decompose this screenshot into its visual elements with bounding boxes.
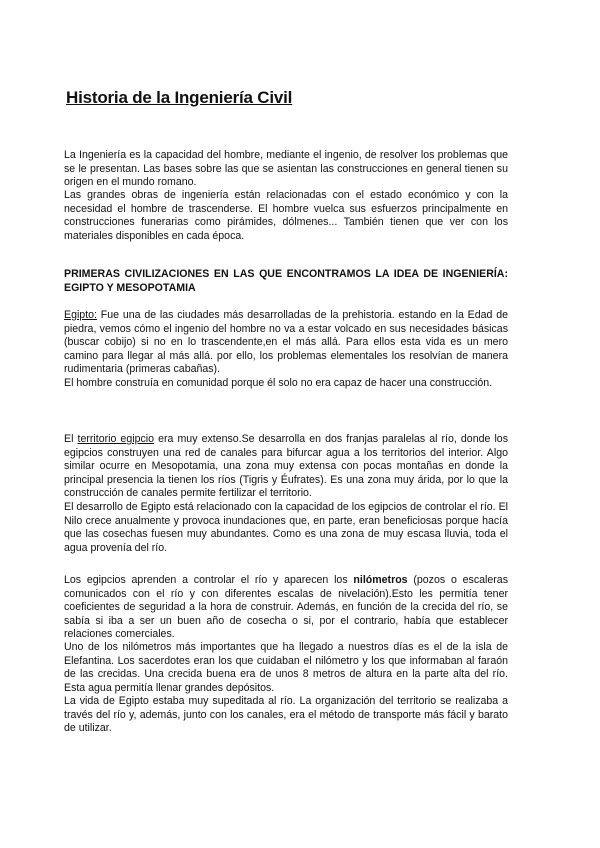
nilometros-paragraph-1 <box>64 574 508 642</box>
intro-paragraph-1: La Ingeniería es la capacidad del hombre, mediante el ingenio, de resolver los problemas que se le presentan. Las bases sobre las que se asientan las construcciones en general tienen su origen en el mundo romano. <box>64 149 508 188</box>
nilometros-pre: Los egipcios aprenden a controlar el río y aparecen los <box>64 574 354 586</box>
territorio-post: era muy extenso.Se desarrolla en dos franjas paralelas al río, donde los egipcios construyen una red de canales para bifurcar agua a los territorios del interior. Algo similar ocurre en Mesopotamia, una zona muy extensa con pocas montañas en donde la principal presencia la tienen los ríos (Tigris y Éufrates). Es una zona muy árida, por lo que la construcción de canales permite fertilizar el territorio. <box>64 433 508 499</box>
page-title: Historia de la Ingeniería Civil <box>66 88 293 107</box>
territorio-link: territorio egipcio <box>77 433 155 445</box>
territorio-pre: El <box>64 433 78 445</box>
egipto-paragraph-2: El hombre construía en comunidad porque él solo no era capaz de hacer una construcción. <box>64 377 493 389</box>
egipto-paragraph-1-text: Fue una de las ciudades más desarrolladas de la prehistoria. estando en la Edad de piedra, vemos cómo el ingenio del hombre no va a estar volcado en sus necesidades básicas (buscar cobijo) si no en lo trascendente,en el más allá. Para ellos esta vida es un mero camino para llegar al más allá. por ello, los problemas elementales los resolvían de manera rudimentaria (primeras cabañas). <box>64 309 508 375</box>
nilometros-post: (pozos o escaleras comunicados con el río y con diferentes escalas de nivelación).Esto les permitía tener coeficientes de seguridad a la hora de construir. Además, en función de la crecida del río, se sabía si iba a ser un buen año de cosecha o si, por el contrario, había que establecer relaciones comerciales. <box>64 574 508 640</box>
section-heading: PRIMERAS CIVILIZACIONES EN LAS QUE ENCONTRAMOS LA IDEA DE INGENIERÍA: EGIPTO Y MESOPOTAMIA <box>64 268 508 294</box>
territorio-paragraph-1 <box>64 433 508 501</box>
nilometros-term: nilómetros <box>353 574 408 586</box>
territorio-paragraph-2: El desarrollo de Egipto está relacionado con la capacidad de los egipcios de controlar el río. El Nilo crece anualmente y provoca inundaciones que, en parte, eran beneficiosas porque hacía que las cosechas fuesen muy abundantes. Como es una zona de muy escasa lluvia, toda el agua provenía del río. <box>64 501 508 554</box>
nilometros-paragraph-2: Uno de los nilómetros más importantes que ha llegado a nuestros días es el de la isla de Elefantina. Los sacerdotes eran los que cuidaban el nilómetro y los que informaban al faraón de las crecidas. Una crecida buena era de unos 8 metros de altura en la parte alta del río. Esta agua permitía llenar grandes depósitos. <box>64 641 508 694</box>
egipto-label: Egipto: <box>64 309 97 321</box>
nilometros-paragraph-3: La vida de Egipto estaba muy supeditada al río. La organización del territorio se realizaba a través del río y, además, junto con los canales, era el método de transporte más fácil y barato de utilizar. <box>64 695 508 734</box>
egipto-paragraph-1 <box>64 309 508 377</box>
intro-paragraph-2: Las grandes obras de ingeniería están relacionadas con el estado económico y con la necesidad el hombre de trascenderse. El hombre vuelca sus esfuerzos principalmente en construcciones funerarias como pirámides, dólmenes... También tienen que ver con los materiales disponibles en cada época. <box>64 189 508 242</box>
